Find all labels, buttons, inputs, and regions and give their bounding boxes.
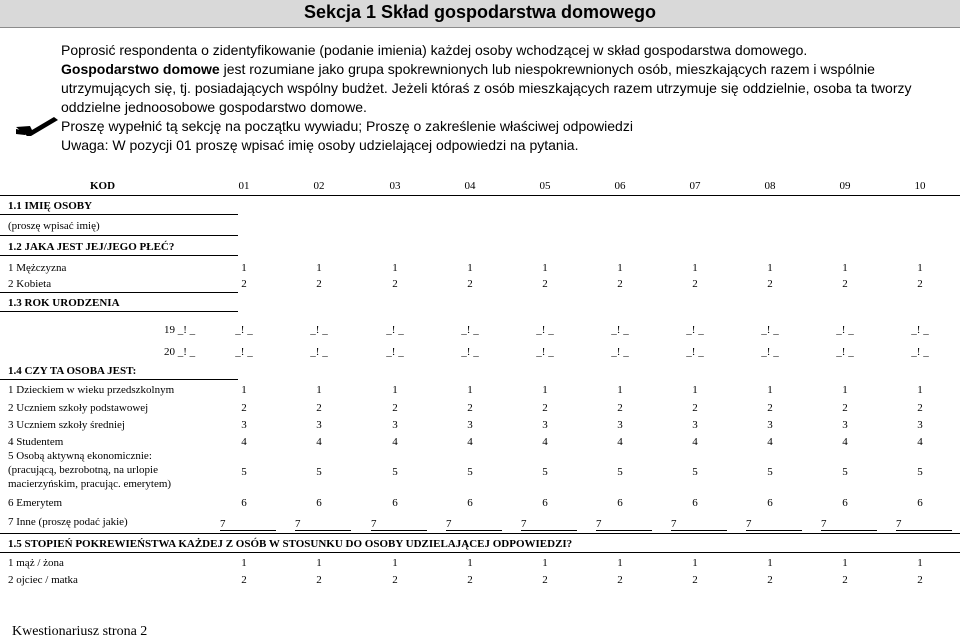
- answer-code[interactable]: 1: [241, 384, 247, 396]
- year-input[interactable]: _! _: [536, 324, 554, 336]
- answer-code[interactable]: 6: [617, 497, 623, 509]
- answer-code[interactable]: 4: [692, 436, 698, 448]
- year-input[interactable]: _! _: [686, 346, 704, 358]
- answer-code[interactable]: 2: [842, 574, 848, 586]
- answer-code[interactable]: 2: [617, 278, 623, 290]
- answer-code[interactable]: 2: [241, 278, 247, 290]
- row-divider: [0, 292, 238, 293]
- answer-code[interactable]: 2: [392, 278, 398, 290]
- instruction-4: Uwaga: W pozycji 01 proszę wpisać imię osoby udzielającej odpowiedzi na pytania.: [61, 137, 579, 153]
- question-hint: (proszę wpisać imię): [8, 220, 100, 232]
- answer-code[interactable]: 1: [542, 262, 548, 274]
- answer-code[interactable]: 3: [767, 419, 773, 431]
- question-title: 1.3 ROK URODZENIA: [8, 297, 120, 309]
- answer-code[interactable]: 2: [316, 402, 322, 414]
- answer-code[interactable]: 4: [617, 436, 623, 448]
- year-input[interactable]: _! _: [386, 324, 404, 336]
- other-specify-field[interactable]: 7: [371, 518, 427, 531]
- instructions: [61, 41, 953, 155]
- answer-code[interactable]: 1: [467, 557, 473, 569]
- answer-code[interactable]: 4: [241, 436, 247, 448]
- answer-code[interactable]: 5: [542, 466, 548, 478]
- row-divider: [0, 552, 960, 553]
- page-footer: Kwestionariusz strona 2: [12, 624, 148, 639]
- answer-code[interactable]: 1: [917, 384, 923, 396]
- answer-code[interactable]: 1: [542, 384, 548, 396]
- answer-code[interactable]: 1: [767, 262, 773, 274]
- household-term: Gospodarstwo domowe: [61, 61, 220, 77]
- row-divider: [0, 255, 238, 256]
- answer-code[interactable]: 1: [392, 384, 398, 396]
- instruction-3: Proszę wypełnić tą sekcję na początku wywiadu; Proszę o zakreślenie właściwej odpowiedzi: [61, 118, 633, 134]
- column-code: 04: [464, 180, 476, 192]
- answer-code[interactable]: 3: [692, 419, 698, 431]
- answer-code[interactable]: 2: [917, 574, 923, 586]
- answer-code[interactable]: 5: [767, 466, 773, 478]
- answer-code[interactable]: 5: [617, 466, 623, 478]
- answer-code[interactable]: 2: [542, 278, 548, 290]
- answer-code[interactable]: 6: [467, 497, 473, 509]
- answer-code[interactable]: 2: [617, 402, 623, 414]
- answer-option: 2 Uczniem szkoły podstawowej: [8, 402, 149, 414]
- answer-code[interactable]: 2: [917, 402, 923, 414]
- answer-code[interactable]: 4: [467, 436, 473, 448]
- answer-option: 1 Dzieckiem w wieku przedszkolnym: [8, 384, 175, 396]
- answer-code[interactable]: 1: [392, 262, 398, 274]
- year-input[interactable]: _! _: [836, 324, 854, 336]
- answer-code[interactable]: 1: [617, 262, 623, 274]
- answer-code[interactable]: 6: [241, 497, 247, 509]
- year-input[interactable]: _! _: [310, 346, 328, 358]
- answer-code[interactable]: 6: [316, 497, 322, 509]
- answer-option: 2 ojciec / matka: [8, 574, 78, 586]
- answer-code[interactable]: 2: [842, 402, 848, 414]
- year-input[interactable]: _! _: [911, 346, 929, 358]
- answer-code[interactable]: 2: [316, 278, 322, 290]
- answer-code[interactable]: 1: [617, 557, 623, 569]
- answer-code[interactable]: 2: [617, 574, 623, 586]
- other-specify-field[interactable]: 7: [821, 518, 877, 531]
- answer-code[interactable]: 1: [767, 557, 773, 569]
- answer-code[interactable]: 3: [467, 419, 473, 431]
- answer-code[interactable]: 5: [917, 466, 923, 478]
- answer-code[interactable]: 2: [767, 402, 773, 414]
- answer-code[interactable]: 1: [467, 262, 473, 274]
- answer-code[interactable]: 1: [692, 384, 698, 396]
- answer-code[interactable]: 1: [316, 262, 322, 274]
- answer-code[interactable]: 3: [542, 419, 548, 431]
- answer-code[interactable]: 2: [767, 574, 773, 586]
- answer-code[interactable]: 1: [316, 384, 322, 396]
- other-specify-field[interactable]: 7: [295, 518, 351, 531]
- answer-code[interactable]: 6: [842, 497, 848, 509]
- year-input[interactable]: _! _: [310, 324, 328, 336]
- question-title: 1.5 STOPIEŃ POKREWIEŃSTWA KAŻDEJ Z OSÓB W STOSUNKU DO OSOBY UDZIELAJĄCEJ ODPOWIEDZI?: [8, 538, 573, 550]
- answer-code[interactable]: 4: [542, 436, 548, 448]
- question-title: 1.4 CZY TA OSOBA JEST:: [8, 365, 137, 377]
- year-input[interactable]: _! _: [235, 324, 253, 336]
- year-input[interactable]: _! _: [611, 324, 629, 336]
- answer-option-detail: (pracującą, bezrobotną, na urlopie: [8, 464, 158, 476]
- answer-option: 1 mąż / żona: [8, 557, 64, 569]
- column-code: 10: [914, 180, 926, 192]
- answer-code[interactable]: 3: [316, 419, 322, 431]
- row-divider: [0, 235, 238, 236]
- answer-code[interactable]: 3: [917, 419, 923, 431]
- answer-code[interactable]: 1: [767, 384, 773, 396]
- answer-code[interactable]: 1: [617, 384, 623, 396]
- answer-code[interactable]: 2: [542, 402, 548, 414]
- answer-code[interactable]: 2: [767, 278, 773, 290]
- year-input[interactable]: _! _: [461, 346, 479, 358]
- answer-option: 3 Uczniem szkoły średniej: [8, 419, 125, 431]
- answer-code[interactable]: 1: [241, 557, 247, 569]
- answer-code[interactable]: 2: [842, 278, 848, 290]
- answer-code[interactable]: 1: [692, 557, 698, 569]
- instruction-2: [61, 60, 953, 117]
- answer-code[interactable]: 5: [467, 466, 473, 478]
- answer-code[interactable]: 2: [241, 574, 247, 586]
- answer-option: 2 Kobieta: [8, 278, 52, 290]
- answer-code[interactable]: 2: [467, 278, 473, 290]
- year-prefix-19: 19 _! _: [164, 324, 196, 336]
- answer-code[interactable]: 6: [767, 497, 773, 509]
- answer-option: 4 Studentem: [8, 436, 64, 448]
- section-header: [0, 0, 960, 28]
- answer-code[interactable]: 5: [241, 466, 247, 478]
- answer-code[interactable]: 4: [316, 436, 322, 448]
- other-specify-field[interactable]: 7: [521, 518, 577, 531]
- answer-code[interactable]: 1: [542, 557, 548, 569]
- answer-code[interactable]: 5: [316, 466, 322, 478]
- answer-code[interactable]: 4: [842, 436, 848, 448]
- answer-code[interactable]: 2: [692, 278, 698, 290]
- row-divider: [0, 533, 960, 534]
- year-input[interactable]: _! _: [761, 346, 779, 358]
- answer-code[interactable]: 6: [917, 497, 923, 509]
- year-prefix-20: 20 _! _: [164, 346, 196, 358]
- answer-code[interactable]: 1: [316, 557, 322, 569]
- year-input[interactable]: _! _: [386, 346, 404, 358]
- answer-code[interactable]: 1: [917, 557, 923, 569]
- question-title: 1.1 IMIĘ OSOBY: [8, 200, 93, 212]
- answer-code[interactable]: 2: [692, 402, 698, 414]
- column-code: 07: [689, 180, 701, 192]
- household-definition: jest rozumiane jako grupa spokrewnionych lub niespokrewnionych osób, mieszkających razem i wspólnie utrzymujących się, tj. posiadających wspólny budżet. Jeżeli któraś z osób mieszkających razem utrzymuje się oddzielnie, osoba ta tworzy oddzielne jednoosobowe gospodarstwo domowe.: [61, 61, 912, 115]
- answer-code[interactable]: 4: [767, 436, 773, 448]
- other-specify-field[interactable]: 7: [446, 518, 502, 531]
- year-input[interactable]: _! _: [761, 324, 779, 336]
- answer-code[interactable]: 1: [842, 557, 848, 569]
- year-input[interactable]: _! _: [235, 346, 253, 358]
- answer-option: 1 Mężczyzna: [8, 262, 67, 274]
- answer-code[interactable]: 2: [542, 574, 548, 586]
- answer-code[interactable]: 5: [842, 466, 848, 478]
- answer-code[interactable]: 2: [392, 574, 398, 586]
- checkmark-icon: [14, 117, 58, 137]
- column-code: 01: [238, 180, 250, 192]
- answer-code[interactable]: 2: [316, 574, 322, 586]
- year-input[interactable]: _! _: [461, 324, 479, 336]
- row-divider: [0, 214, 238, 215]
- column-code: 08: [764, 180, 776, 192]
- instruction-1: Poprosić respondenta o zidentyfikowanie (podanie imienia) każdej osoby wchodzącej w skład gospodarstwa domowego.: [61, 42, 808, 58]
- answer-code[interactable]: 1: [392, 557, 398, 569]
- answer-code[interactable]: 4: [917, 436, 923, 448]
- answer-code[interactable]: 2: [467, 574, 473, 586]
- other-specify-field[interactable]: 7: [896, 518, 952, 531]
- answer-option-detail: macierzyńskim, pracując. emerytem): [8, 478, 172, 490]
- row-divider: [0, 195, 960, 196]
- section-title: Sekcja 1 Skład gospodarstwa domowego: [303, 2, 657, 22]
- answer-code[interactable]: 1: [842, 384, 848, 396]
- answer-option: 7 Inne (proszę podać jakie): [8, 516, 128, 528]
- kod-label: KOD: [90, 180, 116, 192]
- year-input[interactable]: _! _: [686, 324, 704, 336]
- column-code: 06: [614, 180, 626, 192]
- column-code: 02: [313, 180, 325, 192]
- answer-code[interactable]: 1: [917, 262, 923, 274]
- answer-code[interactable]: 5: [692, 466, 698, 478]
- answer-code[interactable]: 2: [241, 402, 247, 414]
- answer-code[interactable]: 6: [542, 497, 548, 509]
- other-specify-field[interactable]: 7: [671, 518, 727, 531]
- answer-code[interactable]: 6: [692, 497, 698, 509]
- answer-code[interactable]: 2: [917, 278, 923, 290]
- year-input[interactable]: _! _: [536, 346, 554, 358]
- column-code: 03: [389, 180, 401, 192]
- answer-code[interactable]: 3: [392, 419, 398, 431]
- column-code: 05: [539, 180, 551, 192]
- year-input[interactable]: _! _: [836, 346, 854, 358]
- answer-code[interactable]: 2: [392, 402, 398, 414]
- answer-code[interactable]: 3: [241, 419, 247, 431]
- answer-code[interactable]: 1: [467, 384, 473, 396]
- answer-code[interactable]: 3: [842, 419, 848, 431]
- answer-code[interactable]: 1: [842, 262, 848, 274]
- question-title: 1.2 JAKA JEST JEJ/JEGO PŁEĆ?: [8, 241, 175, 253]
- other-specify-field[interactable]: 7: [220, 518, 276, 531]
- year-input[interactable]: _! _: [611, 346, 629, 358]
- answer-option: 6 Emerytem: [8, 497, 63, 509]
- other-specify-field[interactable]: 7: [746, 518, 802, 531]
- answer-code[interactable]: 1: [241, 262, 247, 274]
- answer-code[interactable]: 2: [467, 402, 473, 414]
- answer-option: 5 Osobą aktywną ekonomicznie:: [8, 450, 152, 462]
- column-code: 09: [839, 180, 851, 192]
- answer-code[interactable]: 6: [392, 497, 398, 509]
- answer-code[interactable]: 1: [692, 262, 698, 274]
- answer-code[interactable]: 2: [692, 574, 698, 586]
- answer-code[interactable]: 4: [392, 436, 398, 448]
- other-specify-field[interactable]: 7: [596, 518, 652, 531]
- answer-code[interactable]: 3: [617, 419, 623, 431]
- year-input[interactable]: _! _: [911, 324, 929, 336]
- answer-code[interactable]: 5: [392, 466, 398, 478]
- row-divider: [0, 311, 238, 312]
- row-divider: [0, 379, 238, 380]
